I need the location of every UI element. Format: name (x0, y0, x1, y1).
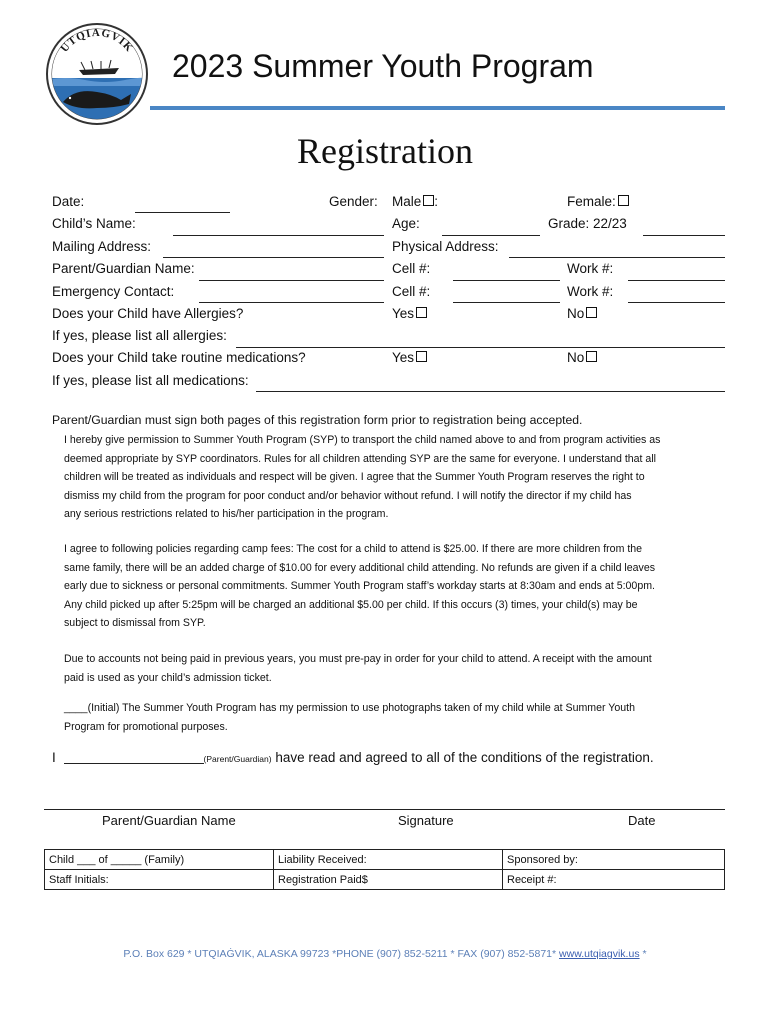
allergies-yes-label: Yes (392, 306, 415, 321)
agreement-small-label: (Parent/Guardian) (203, 754, 272, 764)
work1-label: Work #: (567, 261, 614, 276)
photo-initial-field[interactable]: ____ (64, 702, 88, 714)
terms-line: subject to dismissal from SYP. (64, 617, 206, 630)
allergies-question: Does your Child have Allergies? (52, 306, 244, 321)
terms-paragraph-fees (64, 540, 734, 633)
date-label: Date: (52, 194, 85, 209)
utqiagvik-seal-logo (45, 18, 149, 128)
cell1-label: Cell #: (392, 261, 431, 276)
grade-label: Grade: 22/23 (548, 216, 627, 231)
terms-line: Any child picked up after 5:25pm will be charged an additional $5.00 per child. If this occurs (3) times, your child(s) may be (64, 598, 638, 611)
agreement-prefix: I (52, 750, 56, 765)
terms-line: early due to sickness or personal commitments. Summer Youth Program staff’s workday starts at 8:30am and ends at 5:00pm. (64, 580, 655, 593)
footer (0, 948, 770, 960)
medications-no-checkbox[interactable] (586, 351, 597, 362)
signature-caption: Signature (398, 813, 454, 828)
table-row (45, 870, 725, 890)
allergies-list-field[interactable] (236, 347, 725, 348)
medications-yes-checkbox[interactable] (416, 351, 427, 362)
work2-field[interactable] (628, 302, 725, 303)
allergies-list-label: If yes, please list all allergies: (52, 328, 227, 343)
male-checkbox[interactable] (423, 195, 434, 206)
terms-paragraph-prepay (64, 650, 734, 687)
emergency-contact-field[interactable] (199, 302, 384, 303)
gender-label: Gender: (329, 194, 378, 209)
agreement-name-field[interactable] (64, 751, 204, 764)
medications-no-option[interactable] (567, 350, 597, 365)
mailing-address-label: Mailing Address: (52, 239, 152, 254)
work1-field[interactable] (628, 280, 725, 281)
physical-address-field[interactable] (509, 257, 725, 258)
signing-notice: Parent/Guardian must sign both pages of this registration form prior to registration being accepted. (52, 413, 583, 427)
parent-name-field[interactable] (199, 280, 384, 281)
cell1-field[interactable] (453, 280, 560, 281)
work2-label: Work #: (567, 284, 614, 299)
table-row (45, 850, 725, 870)
terms-line: Program for promotional purposes. (64, 720, 228, 733)
emergency-contact-label: Emergency Contact: (52, 284, 175, 299)
terms-line: I hereby give permission to Summer Youth Program (SYP) to transport the child named above to and from program activities as (64, 434, 661, 446)
signature-name-caption: Parent/Guardian Name (102, 813, 236, 828)
allergies-no-label: No (567, 306, 585, 321)
parent-name-label: Parent/Guardian Name: (52, 261, 195, 276)
page-title: 2023 Summer Youth Program (172, 48, 594, 84)
footer-website-link[interactable]: www.utqiagvik.us (559, 948, 640, 960)
male-option[interactable] (392, 194, 438, 209)
age-label: Age: (392, 216, 420, 231)
cell2-field[interactable] (453, 302, 560, 303)
grade-field[interactable] (643, 235, 725, 236)
terms-line: deemed appropriate by SYP coordinators. Rules for all children attending SYP are the same for everyone. I understand that all (64, 452, 657, 465)
signature-line[interactable] (44, 809, 725, 810)
allergies-no-checkbox[interactable] (586, 307, 597, 318)
table-cell[interactable]: Sponsored by: (503, 850, 725, 870)
terms-line: dismiss my child from the program for poor conduct and/or behavior without refund. I will notify the director if my child has (64, 489, 632, 502)
terms-line: same family, there will be an added charge of $10.00 for every additional child attending. No refunds are given if a child leaves (64, 561, 656, 574)
title-rule (150, 106, 725, 110)
medications-yes-label: Yes (392, 350, 415, 365)
terms-line: any serious restrictions related to his/her participation in the program. (64, 508, 389, 521)
terms-line: Due to accounts not being paid in previous years, you must pre-pay in order for your child to attend. A receipt with the amount (64, 653, 652, 665)
page-subtitle: Registration (297, 131, 473, 171)
physical-address-label: Physical Address: (392, 239, 499, 254)
medications-no-label: No (567, 350, 585, 365)
terms-paragraph-transport (64, 431, 734, 524)
allergies-yes-option[interactable] (392, 306, 427, 321)
allergies-no-option[interactable] (567, 306, 597, 321)
table-cell[interactable]: Liability Received: (274, 850, 503, 870)
photo-permission (64, 699, 734, 736)
terms-line: I agree to following policies regarding camp fees: The cost for a child to attend is $25.00. If there are more children from the (64, 543, 643, 555)
footer-contact: P.O. Box 629 * UTQIAĠVIK, ALASKA 99723 *PHONE (907) 852-5211 * FAX (907) 852-5871* (123, 948, 557, 960)
table-cell[interactable]: Receipt #: (503, 870, 725, 890)
signature-date-caption: Date (628, 813, 656, 828)
table-cell[interactable]: Child ___ of _____ (Family) (45, 850, 274, 870)
table-cell[interactable]: Staff Initials: (45, 870, 274, 890)
date-field[interactable] (135, 212, 230, 213)
table-cell[interactable]: Registration Paid$ (274, 870, 503, 890)
cell2-label: Cell #: (392, 284, 431, 299)
medications-list-field[interactable] (256, 391, 725, 392)
footer-end: * (642, 948, 647, 960)
female-option[interactable] (567, 194, 629, 209)
terms-line: children will be treated as individuals and respect will be given. I agree that the Summer Youth Program reserves the right to (64, 471, 645, 484)
mailing-address-field[interactable] (163, 257, 384, 258)
agreement-text: have read and agreed to all of the conditions of the registration. (275, 750, 654, 765)
terms-line: (Initial) The Summer Youth Program has my permission to use photographs taken of my child while at Summer Youth (87, 702, 635, 714)
age-field[interactable] (442, 235, 540, 236)
medications-list-label: If yes, please list all medications: (52, 373, 249, 388)
medications-question: Does your Child take routine medications? (52, 350, 306, 365)
allergies-yes-checkbox[interactable] (416, 307, 427, 318)
child-name-label: Child’s Name: (52, 216, 136, 231)
logo-text: UTQIAGVIK (58, 26, 136, 55)
female-label: Female: (567, 194, 616, 209)
child-name-field[interactable] (173, 235, 384, 236)
male-label: Male (392, 194, 422, 209)
office-use-table (44, 849, 725, 890)
terms-line: paid is used as your child’s admission ticket. (64, 671, 272, 684)
medications-yes-option[interactable] (392, 350, 427, 365)
female-checkbox[interactable] (618, 195, 629, 206)
male-suffix: : (434, 194, 439, 209)
agreement-statement (52, 750, 654, 765)
